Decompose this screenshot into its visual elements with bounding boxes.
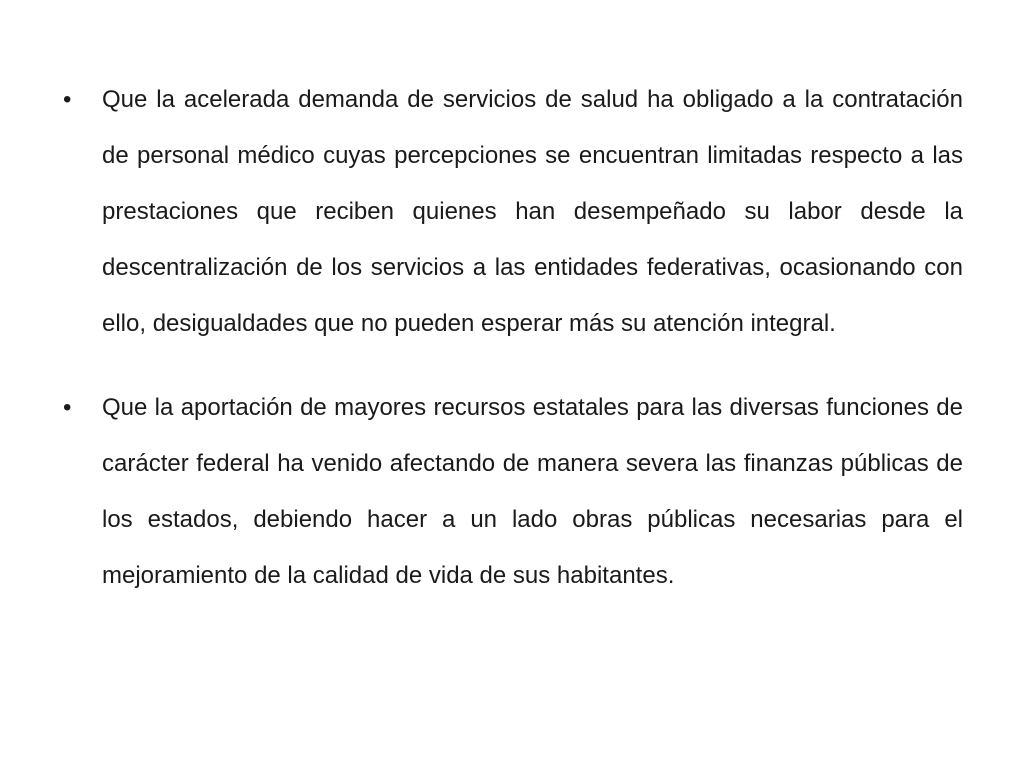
bullet-list	[63, 72, 963, 604]
bullet-text-1: Que la acelerada demanda de servicios de salud ha obligado a la contratación de personal médico cuyas percepciones se encuentran limitadas respecto a las prestaciones que reciben quienes han desempeñado su labor desde la descentralización de los servicios a las entidades federativas, ocasionando con ello, desigualdades que no pueden esperar más su atención integral.	[102, 86, 963, 337]
bullet-text-2: Que la aportación de mayores recursos estatales para las diversas funciones de carácter federal ha venido afectando de manera severa las finanzas públicas de los estados, debiendo hacer a un lado obras públicas necesarias para el mejoramiento de la calidad de vida de sus habitantes.	[102, 394, 963, 589]
bullet-item-2	[63, 380, 963, 604]
bullet-item-1	[63, 72, 963, 352]
bullet-icon: •	[63, 394, 72, 421]
bullet-icon: •	[63, 86, 72, 113]
